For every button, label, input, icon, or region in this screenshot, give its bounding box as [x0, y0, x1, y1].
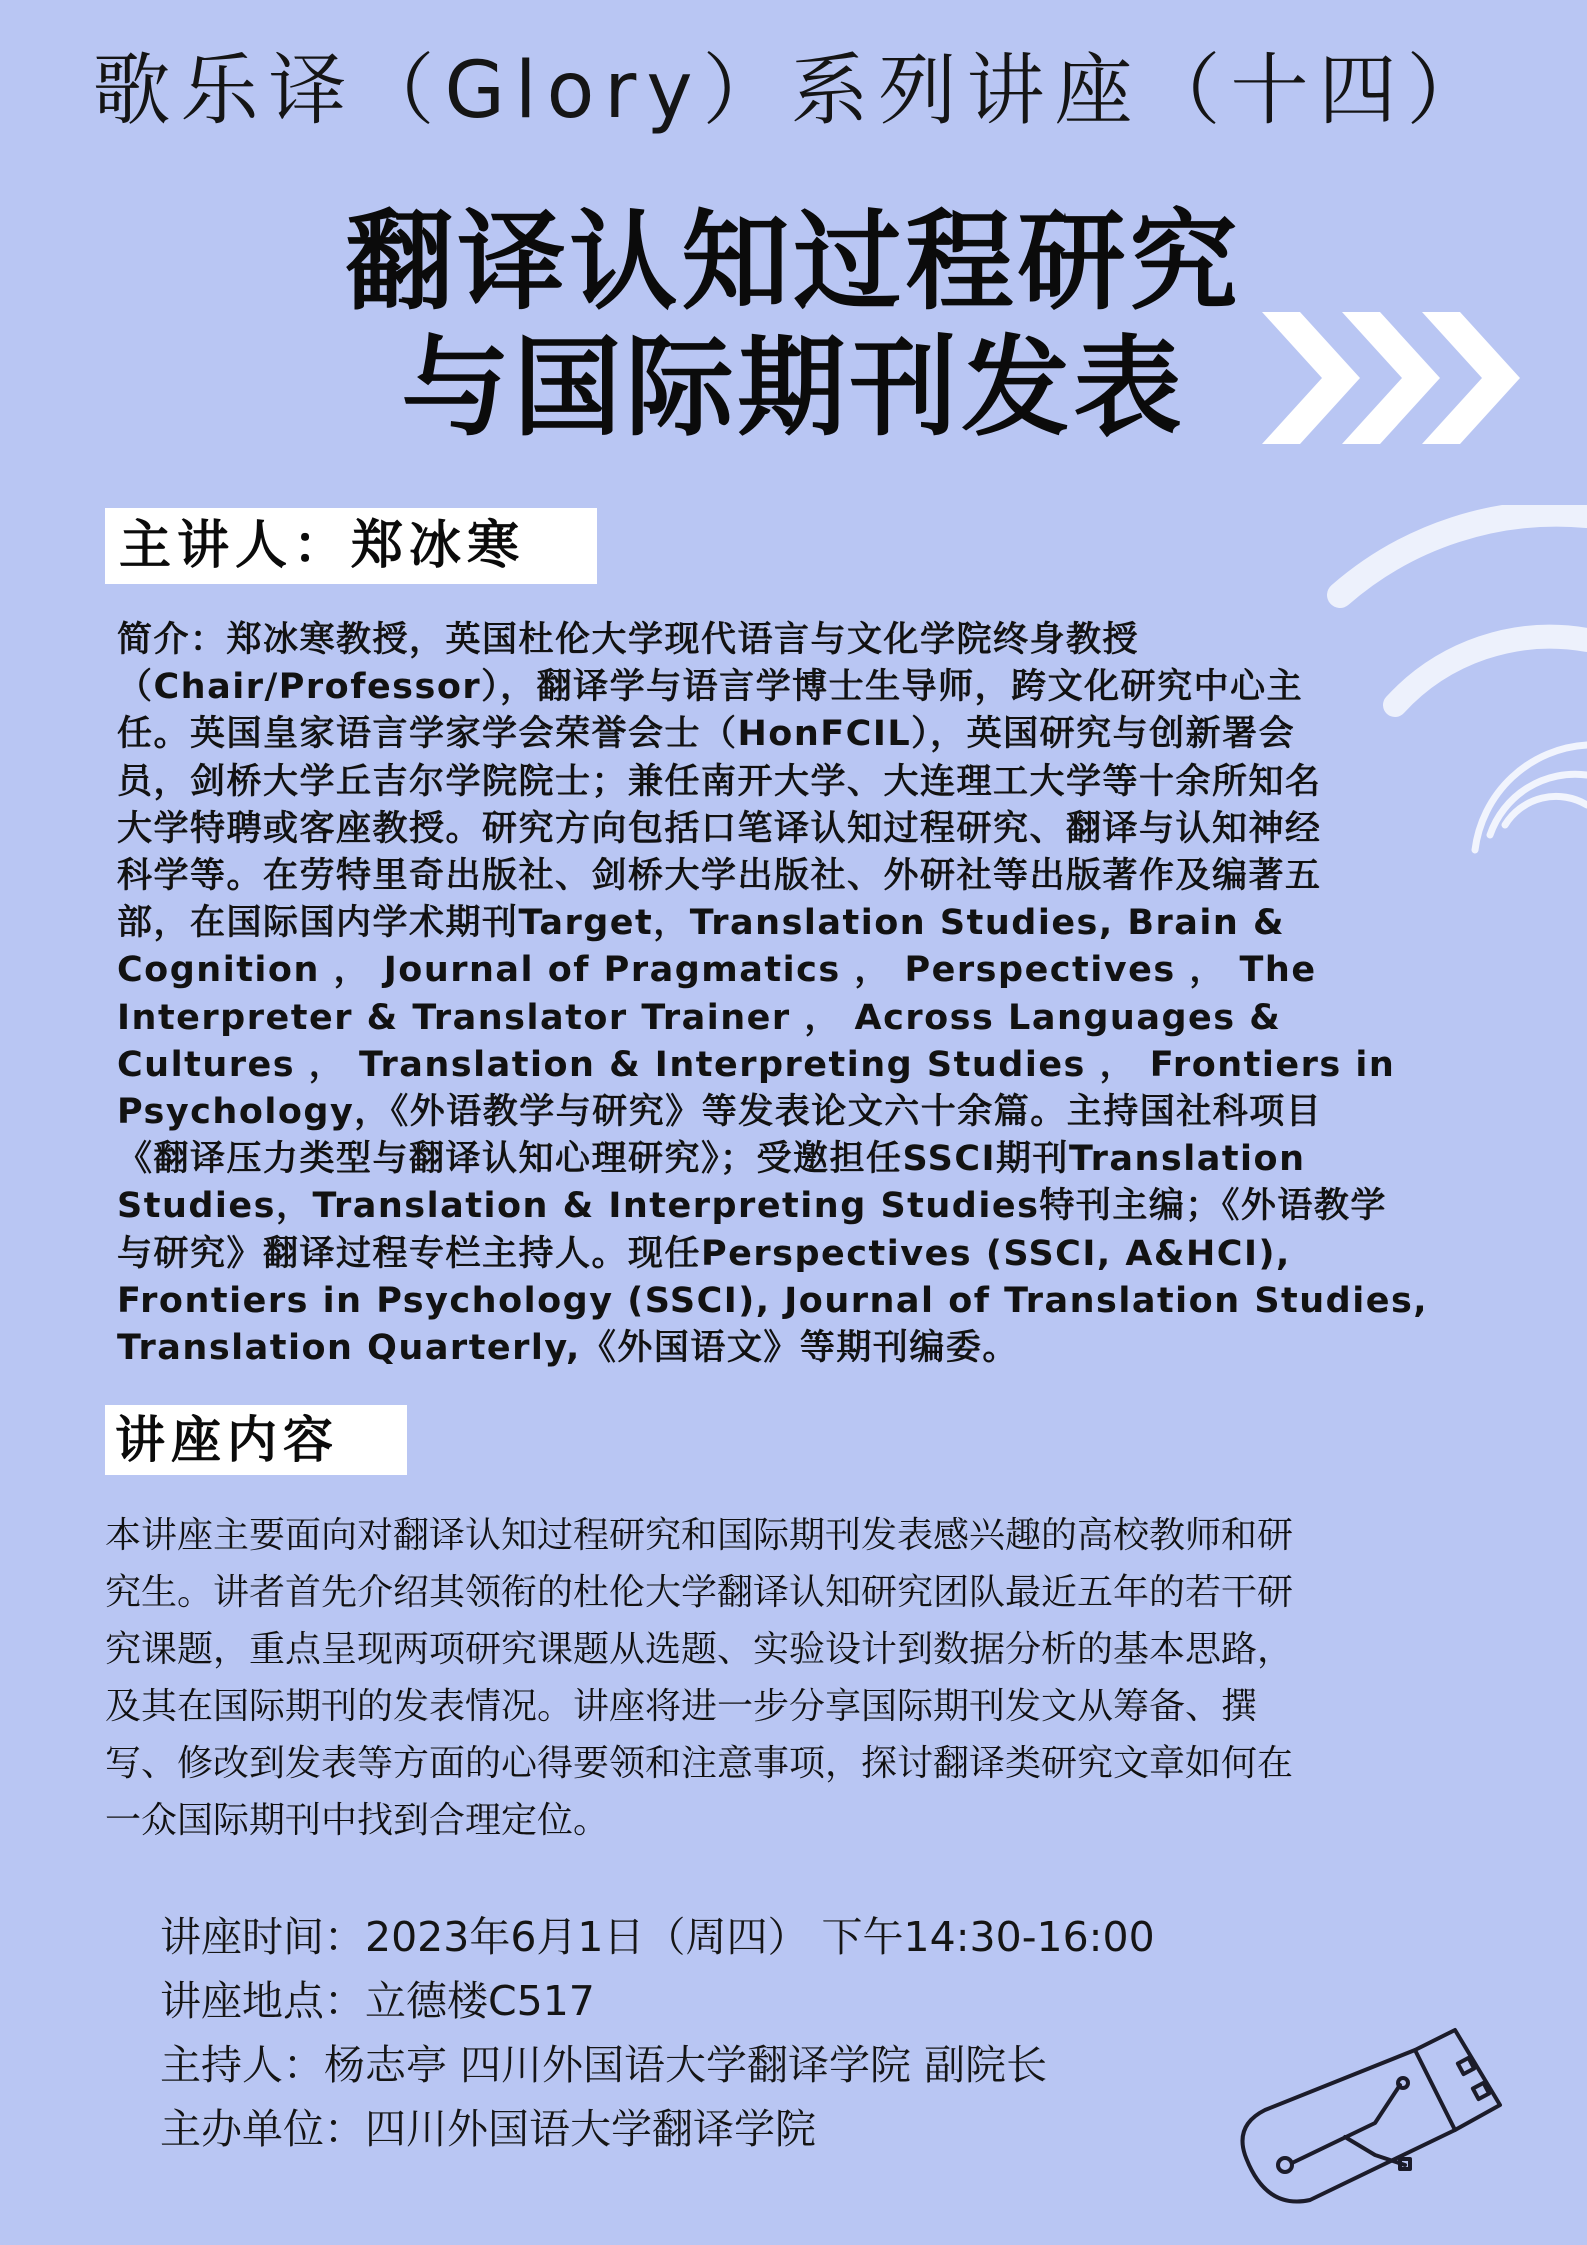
bio-line: Translation Quarterly,《外国语文》等期刊编委。 [117, 1328, 1019, 1369]
content-line: 究生。讲者首先介绍其领衔的杜伦大学翻译认知研究团队最近五年的若干研 [105, 1572, 1294, 1613]
bio-line: 部，在国际国内学术期刊Target，Translation Studies, Brain & [117, 903, 1286, 944]
content-line: 一众国际期刊中找到合理定位。 [105, 1800, 610, 1841]
lecture-organizer: 主办单位：四川外国语大学翻译学院 [160, 2105, 816, 2153]
bio-line: 与研究》翻译过程专栏主持人。现任Perspectives (SSCI, A&HCI), [117, 1233, 1291, 1274]
main-title-line-1: 翻译认知过程研究 [345, 200, 1242, 325]
bio-line: Interpreter & Translator Trainer ， Across Languages & [117, 997, 1282, 1038]
content-line: 究课题，重点呈现两项研究课题从选题、实验设计到数据分析的基本思路， [105, 1629, 1294, 1670]
speaker-bio [117, 617, 1470, 1372]
main-title-line-2: 与国际期刊发表 [401, 326, 1186, 451]
bio-line: （Chair/Professor），翻译学与语言学博士生导师，跨文化研究中心主 [117, 667, 1304, 708]
bio-line: 大学特聘或客座教授。研究方向包括口笔译认知过程研究、翻译与认知神经 [117, 808, 1322, 849]
bio-line: 科学等。在劳特里奇出版社、剑桥大学出版社、外研社等出版著作及编著五 [117, 856, 1322, 897]
usb-drive-icon [1225, 2005, 1515, 2205]
speaker-label: 主讲人：郑冰寒 [105, 508, 597, 584]
bio-line: 任。英国皇家语言学家学会荣誉会士（HonFCIL），英国研究与创新署会 [117, 714, 1296, 755]
content-line: 本讲座主要面向对翻译认知过程研究和国际期刊发表感兴趣的高校教师和研 [105, 1515, 1294, 1556]
bio-line: Psychology，《外语教学与研究》等发表论文六十余篇。主持国社科项目 [117, 1092, 1323, 1133]
bio-line: Studies，Translation & Interpreting Studies特刊主编；《外语教学 [117, 1186, 1387, 1227]
content-line: 写、修改到发表等方面的心得要领和注意事项，探讨翻译类研究文章如何在 [105, 1743, 1294, 1784]
content-line: 及其在国际期刊的发表情况。讲座将进一步分享国际期刊发文从筹备、撰 [105, 1686, 1258, 1727]
lecture-content-text [105, 1507, 1480, 1849]
bio-line: Cultures ， Translation & Interpreting Studies ， Frontiers in [117, 1044, 1396, 1085]
lecture-location: 讲座地点：立德楼C517 [160, 1977, 595, 2025]
lecture-details [160, 1905, 1260, 2161]
bio-line: 简介：郑冰寒教授，英国杜伦大学现代语言与文化学院终身教授 [117, 620, 1140, 660]
series-title: 歌乐译（Glory）系列讲座（十四） [92, 46, 1495, 136]
bio-line: 《翻译压力类型与翻译认知心理研究》；受邀担任SSCI期刊Translation [117, 1139, 1306, 1180]
bio-line: 员，剑桥大学丘吉尔学院院士；兼任南开大学、大连理工大学等十余所知名 [117, 761, 1322, 802]
bio-line: Cognition ， Journal of Pragmatics ， Perspectives ， The [117, 950, 1317, 991]
lecture-content-label: 讲座内容 [105, 1405, 407, 1475]
triple-chevron-right-icon [1262, 312, 1522, 444]
lecture-host: 主持人：杨志亭 四川外国语大学翻译学院 副院长 [160, 2041, 1048, 2089]
lecture-time: 讲座时间：2023年6月1日（周四） 下午14:30-16:00 [160, 1913, 1155, 1961]
bio-line: Frontiers in Psychology (SSCI), Journal of Translation Studies, [117, 1280, 1429, 1321]
